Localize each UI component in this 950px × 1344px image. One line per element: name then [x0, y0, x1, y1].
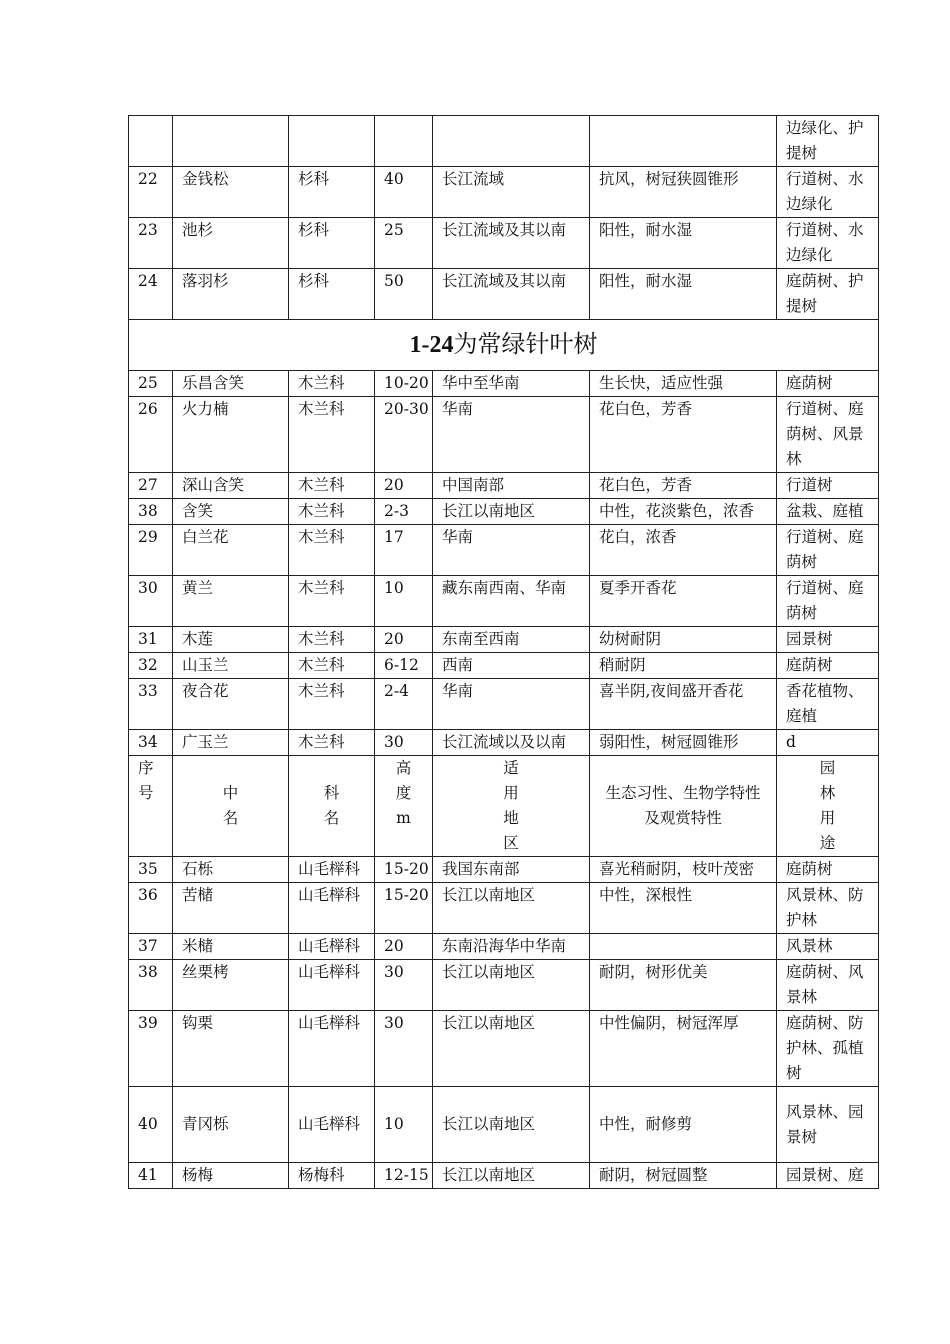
use-line: 边绿化: [786, 246, 833, 264]
use-line: 行道树: [786, 476, 833, 494]
header-height: [375, 756, 433, 857]
cell-chinese-name: 黄兰: [173, 576, 289, 627]
cell-family: 杨梅科: [289, 1163, 375, 1189]
cell-region: 中国南部: [433, 473, 590, 499]
cell-chinese-name: 白兰花: [173, 525, 289, 576]
cell-number: 37: [129, 934, 173, 960]
cell-use: [777, 167, 879, 218]
header-region: [433, 756, 590, 857]
cell-use: [777, 473, 879, 499]
cell-number: 39: [129, 1011, 173, 1087]
cell-height: 20-30: [375, 397, 433, 473]
use-line: 庭荫树: [786, 374, 833, 392]
cell-region: 长江流域: [433, 167, 590, 218]
cell-traits: 中性偏阴，树冠浑厚: [590, 1011, 777, 1087]
table-row: [129, 269, 879, 320]
cell-region: 长江以南地区: [433, 1011, 590, 1087]
cell-use: [777, 730, 879, 756]
cell-height: 40: [375, 167, 433, 218]
use-line: 提树: [786, 297, 818, 315]
use-line: 行道树、庭: [786, 579, 864, 597]
cell-traits: 阳性，耐水湿: [590, 218, 777, 269]
cell-height: 30: [375, 1011, 433, 1087]
cell-height: 12-15: [375, 1163, 433, 1189]
table-row: [129, 883, 879, 934]
header-line: 名: [323, 809, 340, 827]
cell-chinese-name: 乐昌含笑: [173, 371, 289, 397]
cell-traits: 中性，花淡紫色，浓香: [590, 499, 777, 525]
header-line: 科: [323, 784, 340, 802]
cell-use: [777, 627, 879, 653]
cell-traits: 中性，深根性: [590, 883, 777, 934]
cell-family: 山毛榉科: [289, 934, 375, 960]
cell-region: 藏东南西南、华南: [433, 576, 590, 627]
use-line: 庭荫树: [786, 860, 833, 878]
cell-number: 33: [129, 679, 173, 730]
cell-number: 41: [129, 1163, 173, 1189]
use-line: 荫树、风景: [786, 425, 864, 443]
cell-use: [777, 960, 879, 1011]
cell-number: 34: [129, 730, 173, 756]
cell-traits: 夏季开香花: [590, 576, 777, 627]
header-line: 用: [819, 809, 836, 827]
header-use: [777, 756, 879, 857]
cell-region: 长江流域及其以南: [433, 269, 590, 320]
cell-chinese-name: 火力楠: [173, 397, 289, 473]
use-line: 树: [786, 1064, 802, 1082]
cell-height: 10: [375, 576, 433, 627]
cell-family: 杉科: [289, 167, 375, 218]
cell-chinese-name: 山玉兰: [173, 653, 289, 679]
cell-family: 木兰科: [289, 576, 375, 627]
cell-use: [777, 1163, 879, 1189]
cell-family: 杉科: [289, 218, 375, 269]
cell-region: 长江流域及其以南: [433, 218, 590, 269]
use-line: 庭荫树、护: [786, 272, 864, 290]
cell-region: 华南: [433, 397, 590, 473]
cell-chinese-name: 深山含笑: [173, 473, 289, 499]
cell-family: 木兰科: [289, 653, 375, 679]
cell-chinese-name: 夜合花: [173, 679, 289, 730]
header-line: 地: [503, 809, 519, 827]
use-line: 庭荫树、风: [786, 963, 864, 981]
cell-chinese-name: 广玉兰: [173, 730, 289, 756]
cell-family: 木兰科: [289, 473, 375, 499]
cell-chinese-name: 池杉: [173, 218, 289, 269]
cell-use: [777, 1011, 879, 1087]
cell-region: 长江以南地区: [433, 883, 590, 934]
section-banner-row: [129, 320, 879, 371]
use-line: 边绿化、护: [786, 119, 864, 137]
use-line: 庭荫树、防: [786, 1014, 864, 1032]
use-line: d: [786, 733, 796, 751]
cell-region: 东南至西南: [433, 627, 590, 653]
header-number: [129, 756, 173, 857]
table-row: [129, 499, 879, 525]
cell-height: 50: [375, 269, 433, 320]
tree-species-table: [128, 115, 879, 1189]
table-row: [129, 371, 879, 397]
cell-region: 东南沿海华中华南: [433, 934, 590, 960]
use-line: 行道树、庭: [786, 400, 864, 418]
cell-number: 24: [129, 269, 173, 320]
cell-use: [777, 116, 879, 167]
use-line: 护林、孤植: [786, 1039, 864, 1057]
use-line: 林: [786, 450, 802, 468]
cell-number: 40: [129, 1087, 173, 1163]
cell-family: 山毛榉科: [289, 857, 375, 883]
use-line: 园景树: [786, 630, 833, 648]
use-line: 庭荫树: [786, 656, 833, 674]
cell-height: 30: [375, 960, 433, 1011]
cell-number: 26: [129, 397, 173, 473]
cell-region: 长江流域以及以南: [433, 730, 590, 756]
cell-family: 杉科: [289, 269, 375, 320]
table-row: [129, 627, 879, 653]
header-traits: [590, 756, 777, 857]
cell-use: [777, 857, 879, 883]
header-line: 号: [138, 784, 154, 802]
cell-height: 2-3: [375, 499, 433, 525]
cell-traits: 阳性，耐水湿: [590, 269, 777, 320]
table-row: [129, 576, 879, 627]
cell-chinese-name: 青冈栎: [173, 1087, 289, 1163]
cell-traits: [590, 116, 777, 167]
table-row: [129, 857, 879, 883]
cell-family: [289, 116, 375, 167]
cell-traits: 花白色，芳香: [590, 473, 777, 499]
cell-traits: 弱阳性，树冠圆锥形: [590, 730, 777, 756]
cell-traits: 耐阴，树形优美: [590, 960, 777, 1011]
header-line: 林: [819, 784, 836, 802]
header-line: 园: [819, 759, 836, 777]
table-header-row: [129, 756, 879, 857]
cell-chinese-name: 石栎: [173, 857, 289, 883]
cell-use: [777, 525, 879, 576]
cell-height: 20: [375, 934, 433, 960]
cell-use: [777, 934, 879, 960]
cell-traits: 中性，耐修剪: [590, 1087, 777, 1163]
table-row: [129, 934, 879, 960]
cell-traits: 喜光稍耐阴，枝叶茂密: [590, 857, 777, 883]
table-row: [129, 960, 879, 1011]
cell-traits: 喜半阴,夜间盛开香花: [590, 679, 777, 730]
table-row: [129, 1011, 879, 1087]
cell-family: 山毛榉科: [289, 1011, 375, 1087]
cell-height: 10-20: [375, 371, 433, 397]
cell-region: 华南: [433, 679, 590, 730]
cell-use: [777, 397, 879, 473]
use-line: 庭植: [786, 707, 818, 725]
header-line: 区: [503, 834, 519, 852]
cell-chinese-name: 金钱松: [173, 167, 289, 218]
table-row: [129, 473, 879, 499]
use-line: 提树: [786, 144, 818, 162]
cell-height: 10: [375, 1087, 433, 1163]
cell-number: [129, 116, 173, 167]
cell-chinese-name: 落羽杉: [173, 269, 289, 320]
cell-family: 山毛榉科: [289, 883, 375, 934]
cell-height: 15-20: [375, 883, 433, 934]
cell-number: 38: [129, 499, 173, 525]
cell-region: 华南: [433, 525, 590, 576]
table-row: [129, 679, 879, 730]
table-row: [129, 653, 879, 679]
header-line: 度: [395, 784, 412, 802]
cell-traits: 幼树耐阴: [590, 627, 777, 653]
table-row: [129, 167, 879, 218]
cell-number: 29: [129, 525, 173, 576]
cell-chinese-name: [173, 116, 289, 167]
use-line: 荫树: [786, 553, 818, 571]
table-row: [129, 1163, 879, 1189]
use-line: 景林: [786, 988, 818, 1006]
cell-number: 30: [129, 576, 173, 627]
cell-region: 长江以南地区: [433, 499, 590, 525]
header-line: 中: [222, 784, 239, 802]
cell-height: 2-4: [375, 679, 433, 730]
cell-height: [375, 116, 433, 167]
header-line: 用: [503, 784, 519, 802]
cell-region: 西南: [433, 653, 590, 679]
table-row: [129, 1087, 879, 1163]
section-title-text: 为常绿针叶树: [453, 330, 598, 358]
cell-number: 32: [129, 653, 173, 679]
header-chinese-name: [173, 756, 289, 857]
use-line: 香花植物、: [786, 682, 864, 700]
cell-number: 38: [129, 960, 173, 1011]
cell-region: 长江以南地区: [433, 960, 590, 1011]
use-line: 风景林、园: [786, 1102, 864, 1121]
cell-chinese-name: 杨梅: [173, 1163, 289, 1189]
cell-use: [777, 679, 879, 730]
cell-number: 23: [129, 218, 173, 269]
cell-region: 长江以南地区: [433, 1087, 590, 1163]
cell-use: [777, 371, 879, 397]
cell-number: 36: [129, 883, 173, 934]
header-line: 适: [503, 759, 519, 777]
cell-region: 华中至华南: [433, 371, 590, 397]
cell-number: 27: [129, 473, 173, 499]
cell-traits: 花白，浓香: [590, 525, 777, 576]
header-line: 途: [819, 834, 836, 852]
cell-family: 木兰科: [289, 679, 375, 730]
cell-use: [777, 499, 879, 525]
cell-traits: 抗风，树冠狭圆锥形: [590, 167, 777, 218]
cell-region: 我国东南部: [433, 857, 590, 883]
use-line: 边绿化: [786, 195, 833, 213]
table-row: [129, 116, 879, 167]
cell-height: 15-20: [375, 857, 433, 883]
table-row: [129, 397, 879, 473]
header-line: 及观赏特性: [644, 809, 722, 827]
table-row: [129, 730, 879, 756]
cell-use: [777, 269, 879, 320]
section-title-range: 1-24: [409, 332, 454, 358]
header-line: 生态习性、生物学特性: [605, 784, 761, 802]
cell-region: 长江以南地区: [433, 1163, 590, 1189]
use-line: 风景林、防: [786, 886, 864, 904]
cell-number: 25: [129, 371, 173, 397]
cell-number: 22: [129, 167, 173, 218]
cell-traits: [590, 934, 777, 960]
table-row: [129, 218, 879, 269]
cell-chinese-name: 含笑: [173, 499, 289, 525]
cell-use: [777, 653, 879, 679]
cell-height: 30: [375, 730, 433, 756]
cell-chinese-name: 米槠: [173, 934, 289, 960]
cell-traits: 稍耐阴: [590, 653, 777, 679]
cell-family: 山毛榉科: [289, 1087, 375, 1163]
cell-traits: 生长快，适应性强: [590, 371, 777, 397]
use-line: 荫树: [786, 604, 818, 622]
cell-use: [777, 218, 879, 269]
cell-family: 木兰科: [289, 499, 375, 525]
use-line: 行道树、庭: [786, 528, 864, 546]
cell-use: [777, 883, 879, 934]
cell-height: 6-12: [375, 653, 433, 679]
header-family: [289, 756, 375, 857]
table-row: [129, 525, 879, 576]
cell-traits: 耐阴，树冠圆整: [590, 1163, 777, 1189]
section-title: [129, 320, 879, 371]
cell-chinese-name: 木莲: [173, 627, 289, 653]
header-line: 名: [222, 809, 239, 827]
use-line: 行道树、水: [786, 221, 864, 239]
use-line: 盆栽、庭植: [786, 502, 864, 520]
cell-number: 35: [129, 857, 173, 883]
cell-use: [777, 1087, 879, 1163]
cell-use: [777, 576, 879, 627]
cell-family: 木兰科: [289, 371, 375, 397]
cell-height: 25: [375, 218, 433, 269]
use-line: 护林: [786, 911, 818, 929]
cell-family: 山毛榉科: [289, 960, 375, 1011]
cell-height: 20: [375, 627, 433, 653]
cell-family: 木兰科: [289, 525, 375, 576]
cell-chinese-name: 钩栗: [173, 1011, 289, 1087]
cell-height: 20: [375, 473, 433, 499]
header-line: 序: [138, 759, 154, 777]
cell-height: 17: [375, 525, 433, 576]
cell-family: 木兰科: [289, 730, 375, 756]
cell-family: 木兰科: [289, 397, 375, 473]
use-line: 景树: [786, 1127, 818, 1146]
use-line: 行道树、水: [786, 170, 864, 188]
cell-chinese-name: 丝栗栲: [173, 960, 289, 1011]
header-line: 高: [395, 759, 412, 777]
cell-chinese-name: 苦槠: [173, 883, 289, 934]
use-line: 园景树、庭: [786, 1166, 864, 1184]
header-line: m: [396, 809, 411, 827]
cell-traits: 花白色，芳香: [590, 397, 777, 473]
cell-family: 木兰科: [289, 627, 375, 653]
cell-region: [433, 116, 590, 167]
cell-number: 31: [129, 627, 173, 653]
use-line: 风景林: [786, 937, 833, 955]
